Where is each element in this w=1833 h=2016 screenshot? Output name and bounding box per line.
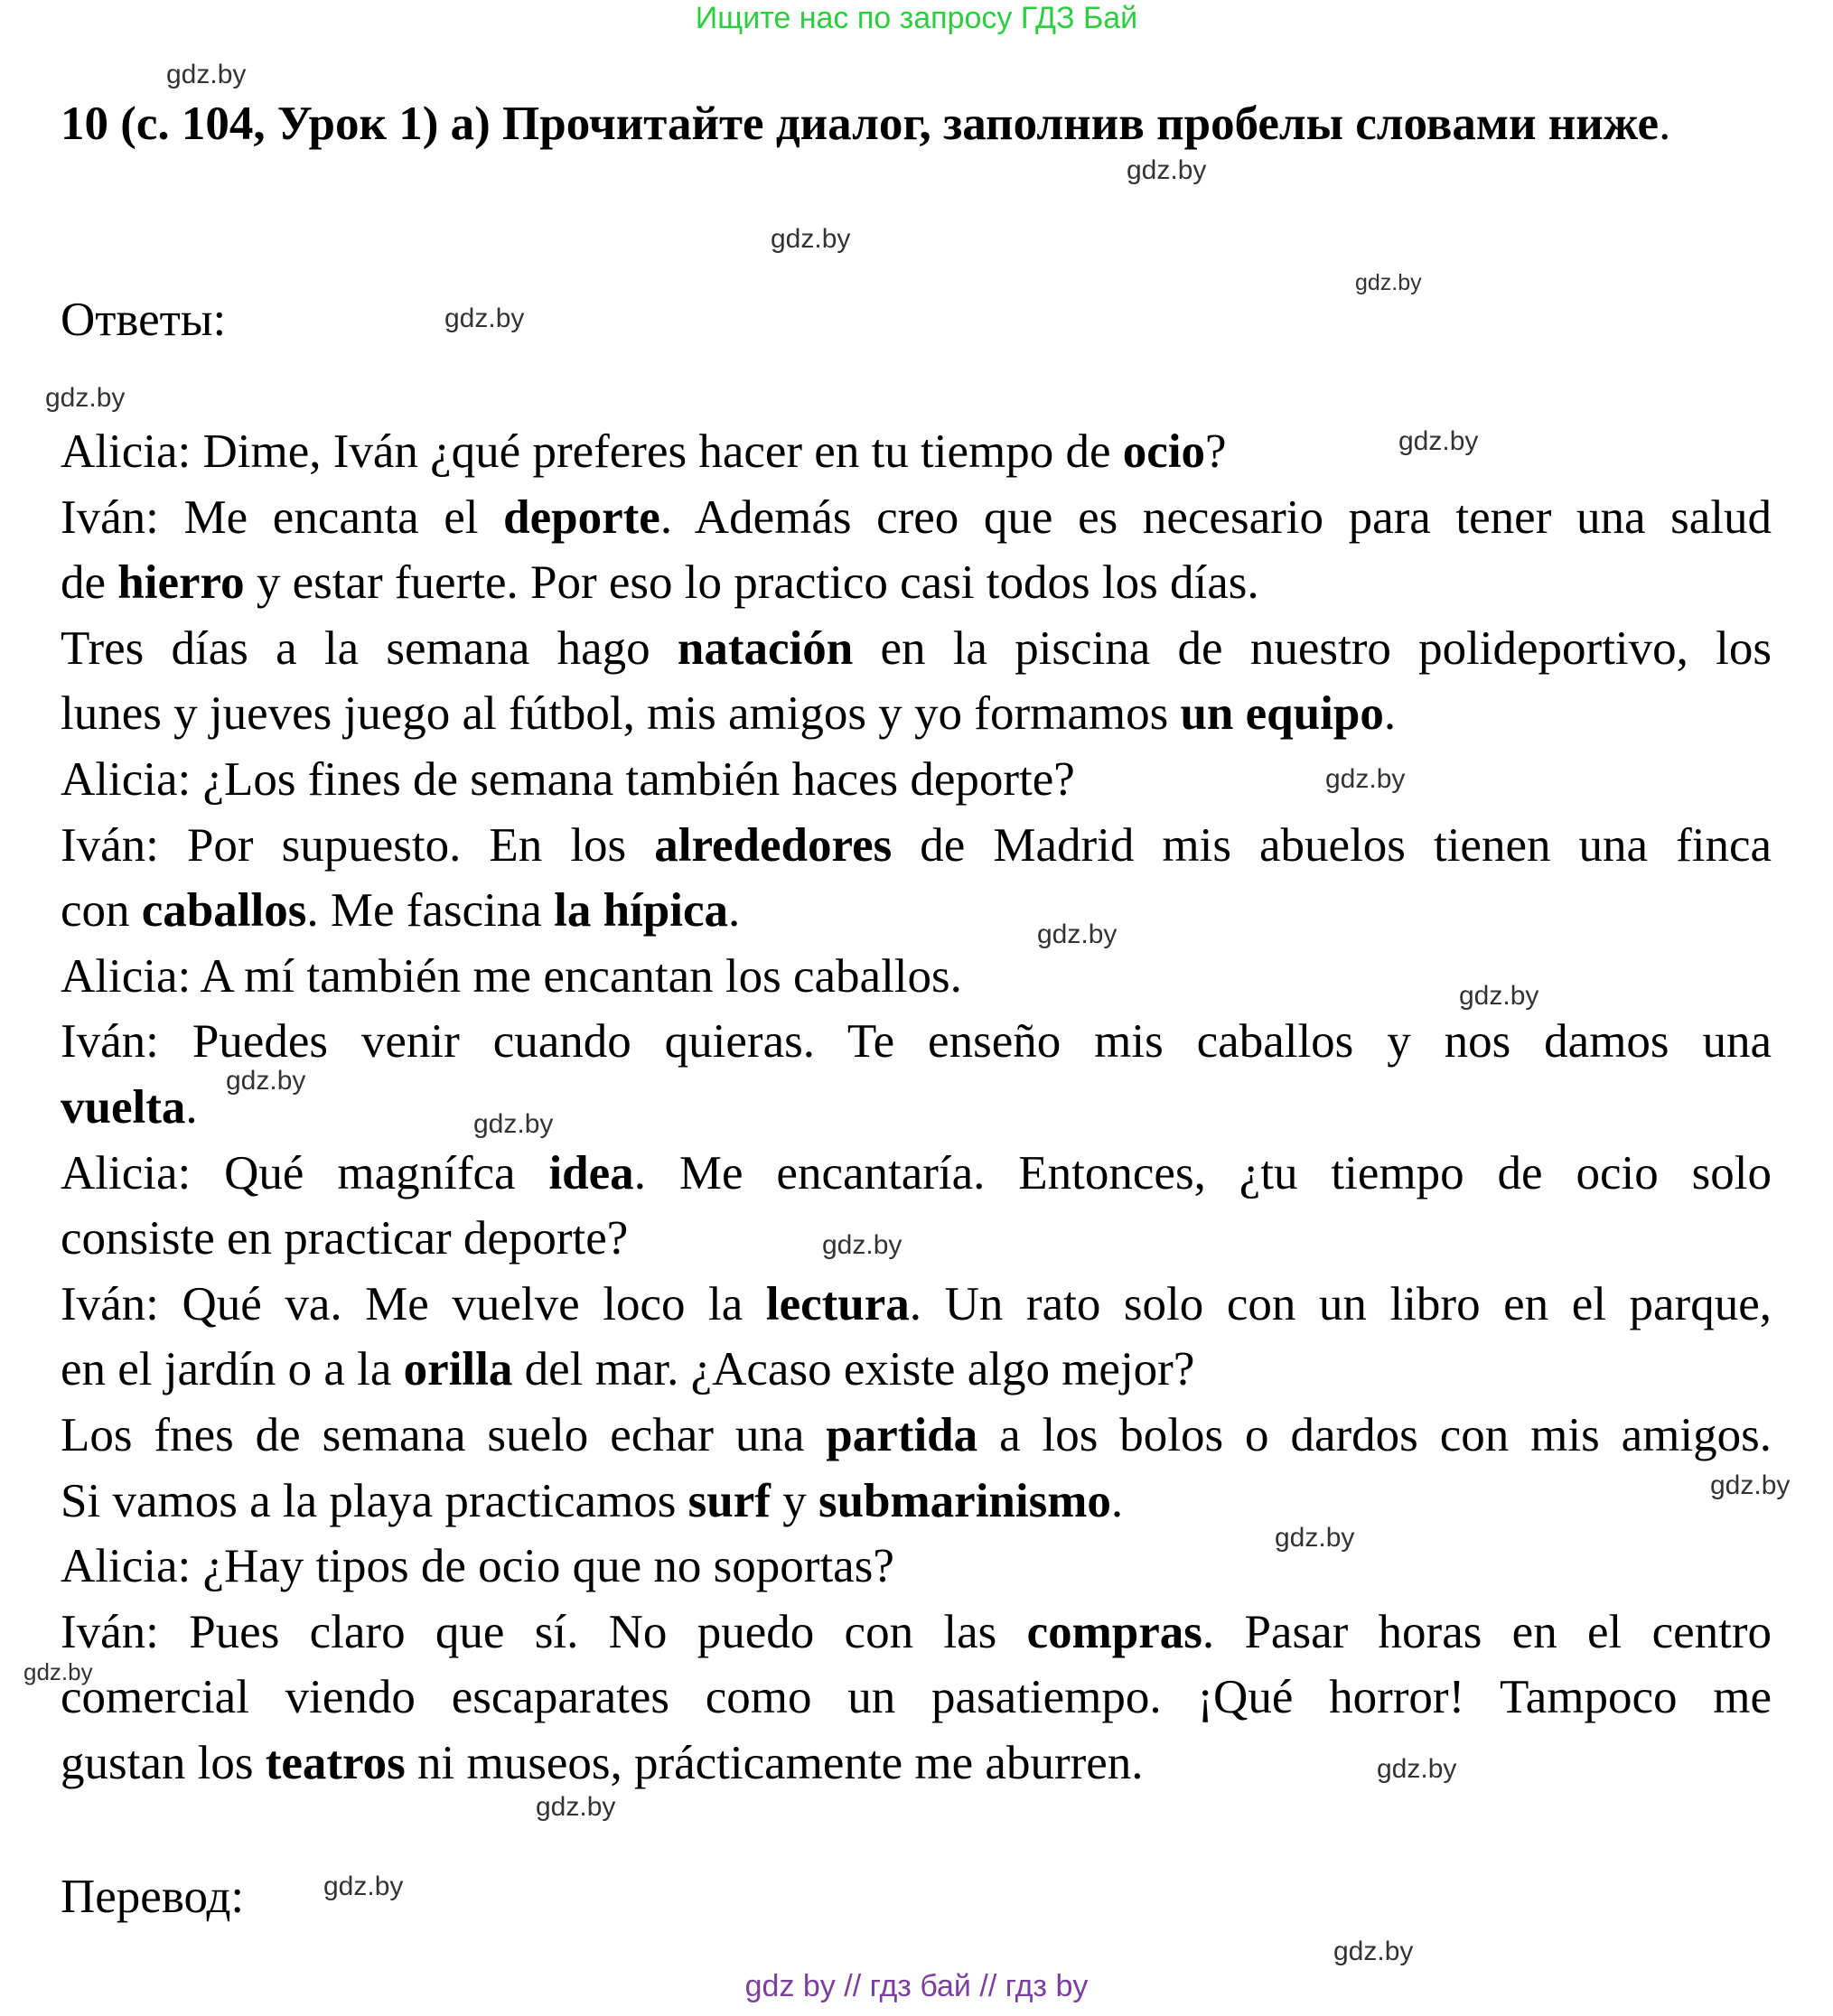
dialogue-segment: . Me encantaría. Entonces, ¿tu tiempo de ocio solo (633, 1146, 1772, 1199)
dialogue-segment: Los fnes de semana suelo echar una (61, 1408, 827, 1461)
dialogue-line (61, 1206, 1772, 1272)
dialogue-segment: Alicia: ¿Hay tipos de ocio que no soportas? (61, 1540, 894, 1593)
answer-word: hierro (117, 556, 245, 610)
answer-word: caballos (141, 884, 307, 938)
answer-word: teatros (265, 1736, 406, 1789)
watermark: gdz.by (1398, 426, 1479, 456)
answer-word: idea (548, 1146, 634, 1199)
watermark: gdz.by (1127, 155, 1207, 185)
answer-word: la hípica (554, 884, 728, 938)
dialogue-line (61, 747, 1772, 813)
watermark: gdz.by (323, 1871, 404, 1901)
watermark: gdz.by (1377, 1754, 1457, 1784)
dialogue-segment: gustan los (61, 1736, 266, 1789)
dialogue-segment: comercial viendo escaparates como un pasatiempo. ¡Qué horror! Tampoco me (61, 1671, 1772, 1724)
dialogue-line (61, 1272, 1772, 1338)
dialogue-segment: . Me fascina (306, 884, 555, 938)
watermark: gdz.by (23, 1658, 93, 1685)
exercise-heading (61, 90, 1772, 157)
dialogue-line (61, 1141, 1772, 1207)
dialogue-line (61, 1403, 1772, 1469)
watermark: gdz.by (1333, 1937, 1414, 1966)
dialogue-segment: con (61, 884, 142, 938)
dialogue-segment: de (61, 556, 118, 610)
watermark: gdz.by (473, 1109, 554, 1139)
dialogue-line (61, 1534, 1772, 1600)
dialogue-line (61, 616, 1772, 682)
answer-word: ocio (1122, 425, 1206, 478)
dialogue-segment: a los bolos o dardos con mis amigos. (977, 1408, 1772, 1461)
watermark: gdz.by (226, 1066, 306, 1096)
answer-word: natación (677, 621, 854, 675)
dialogue-segment: Alicia: Dime, Iván ¿qué preferes hacer en tu tiempo de (61, 425, 1123, 478)
answer-word: orilla (403, 1343, 513, 1396)
dialogue-text (61, 419, 1772, 1796)
watermark: gdz.by (1275, 1523, 1355, 1553)
watermark: gdz.by (536, 1792, 616, 1822)
dialogue-segment: Tres días a la semana hago (61, 621, 678, 675)
dialogue-segment: y (770, 1474, 818, 1527)
dialogue-segment: del mar. ¿Acaso existe algo mejor? (512, 1343, 1195, 1396)
answer-word: alrededores (654, 818, 893, 872)
watermark: gdz.by (1355, 270, 1422, 295)
footer-watermark: gdz by // гдз бай // гдз by (744, 1969, 1089, 2003)
dialogue-segment: Alicia: A mí también me encantan los caballos. (61, 949, 962, 1003)
watermark: gdz.by (771, 224, 851, 254)
answer-word: partida (826, 1408, 978, 1461)
answers-label: Ответы: (61, 294, 227, 346)
dialogue-segment: . Un rato solo con un libro en el parque, (909, 1277, 1772, 1330)
dialogue-segment: . Además creo que es necesario para tener una salud (659, 490, 1772, 544)
dialogue-segment: Iván: Pues claro que sí. No puedo con las (61, 1605, 1027, 1658)
dialogue-segment: . (728, 884, 741, 938)
dialogue-segment: consiste en practicar deporte? (61, 1212, 629, 1265)
answer-word: submarinismo (818, 1474, 1111, 1527)
dialogue-segment: Iván: Por supuesto. En los (61, 818, 655, 872)
exercise-heading-text: 10 (с. 104, Урок 1) а) Прочитайте диалог, заполнив пробелы словами ниже (61, 98, 1660, 150)
dialogue-line (61, 1075, 1772, 1141)
dialogue-segment: lunes y jueves juego al fútbol, mis amigos y yo formamos (61, 687, 1181, 741)
dialogue-line (61, 878, 1772, 944)
dialogue-line (61, 813, 1772, 879)
dialogue-line (61, 1731, 1772, 1797)
answer-word: vuelta (61, 1080, 186, 1134)
dialogue-segment: ni museos, prácticamente me aburren. (405, 1736, 1144, 1789)
dialogue-line (61, 1665, 1772, 1731)
dialogue-segment: . (185, 1080, 198, 1134)
watermark: gdz.by (1325, 764, 1406, 794)
dialogue-segment: ? (1205, 425, 1227, 478)
dialogue-segment: . Pasar horas en el centro (1202, 1605, 1772, 1658)
dialogue-segment: en la piscina de nuestro polideportivo, los (853, 621, 1772, 675)
watermark: gdz.by (1037, 919, 1118, 949)
watermark: gdz.by (1459, 981, 1539, 1011)
watermark: gdz.by (45, 383, 126, 413)
watermark: gdz.by (1710, 1470, 1791, 1500)
dialogue-line (61, 681, 1772, 747)
answer-word: surf (687, 1474, 771, 1527)
dialogue-segment: . (1383, 687, 1397, 741)
dialogue-segment: en el jardín o a la (61, 1343, 404, 1396)
dialogue-line (61, 1469, 1772, 1535)
dialogue-segment: Iván: Puedes venir cuando quieras. Te enseño mis caballos y nos damos una (61, 1015, 1772, 1069)
dialogue-line (61, 1337, 1772, 1403)
dialogue-line (61, 419, 1772, 485)
dialogue-segment: de Madrid mis abuelos tienen una finca (892, 818, 1772, 872)
exercise-heading-period: . (1659, 98, 1671, 150)
dialogue-segment: y estar fuerte. Por eso lo practico casi todos los días. (244, 556, 1259, 610)
dialogue-line (61, 1600, 1772, 1666)
answer-word: lectura (765, 1277, 910, 1330)
dialogue-segment: Si vamos a la playa practicamos (61, 1474, 688, 1527)
search-banner: Ищите нас по запросу ГДЗ Бай (695, 1, 1138, 35)
dialogue-segment: Alicia: ¿Los fines de semana también haces deporte? (61, 752, 1075, 806)
dialogue-segment: Iván: Me encanta el (61, 490, 504, 544)
answer-word: deporte (503, 490, 660, 544)
watermark: gdz.by (166, 60, 247, 89)
watermark: gdz.by (822, 1230, 902, 1260)
dialogue-segment: Iván: Qué va. Me vuelve loco la (61, 1277, 766, 1330)
translation-label: Перевод: (61, 1871, 245, 1923)
dialogue-line (61, 550, 1772, 616)
watermark: gdz.by (444, 303, 525, 333)
dialogue-segment: Alicia: Qué magnífca (61, 1146, 549, 1199)
dialogue-segment: . (1110, 1474, 1124, 1527)
answer-word: un equipo (1180, 687, 1384, 741)
dialogue-line (61, 485, 1772, 551)
dialogue-line (61, 1009, 1772, 1075)
answer-word: compras (1026, 1605, 1202, 1658)
